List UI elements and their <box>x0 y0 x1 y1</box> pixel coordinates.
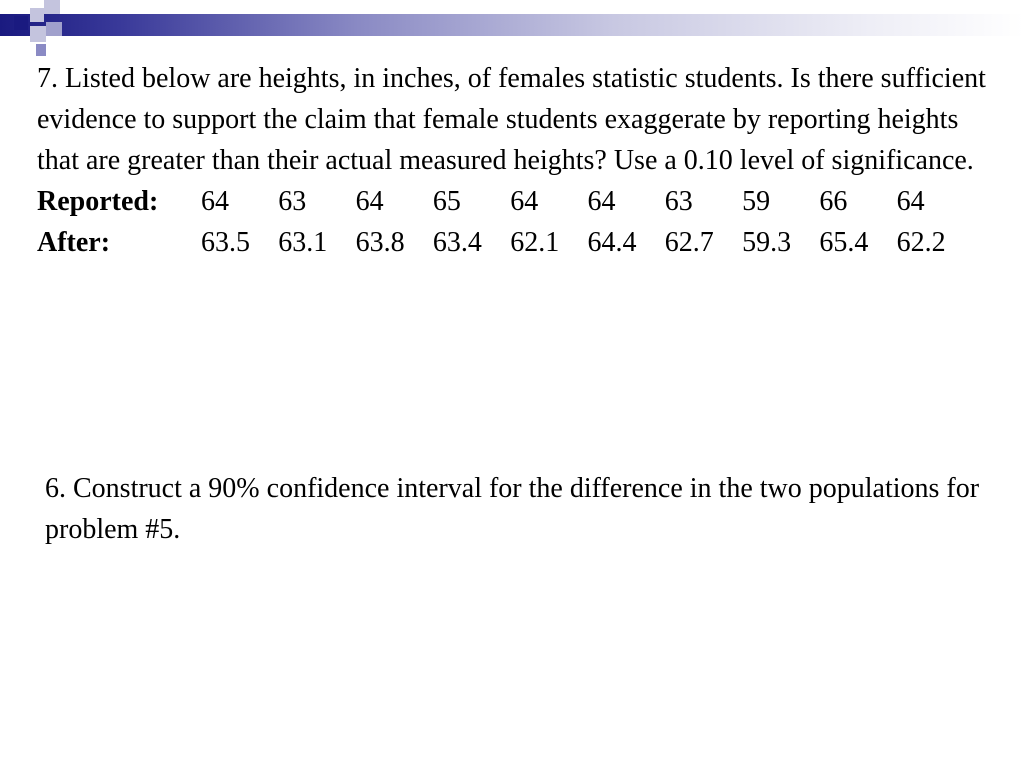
reported-row <box>37 181 1002 222</box>
decorative-square <box>36 44 46 56</box>
problem-6 <box>45 468 995 550</box>
after-value: 59.3 <box>742 227 792 258</box>
after-value: 62.1 <box>510 227 560 258</box>
after-value: 63.8 <box>355 227 405 258</box>
after-row <box>37 222 1002 263</box>
decorative-square <box>46 22 62 36</box>
reported-value: 64 <box>355 186 384 217</box>
header-decoration-band <box>0 14 1024 36</box>
problem-7-text: 7. Listed below are heights, in inches, of females statistic students. Is there sufficient evidence to support the claim that female students exaggerate by reporting heights that are greater than their actual measured heights? Use a 0.10 level of significance. <box>37 63 986 176</box>
reported-value: 64 <box>510 186 539 217</box>
after-value: 63.1 <box>278 227 328 258</box>
reported-value: 64 <box>201 186 229 217</box>
after-value: 64.4 <box>587 227 637 258</box>
after-value: 65.4 <box>819 227 869 258</box>
after-value: 62.7 <box>664 227 714 258</box>
problem-6-text: 6. Construct a 90% confidence interval for the difference in the two populations for problem #5. <box>45 473 980 545</box>
decorative-square <box>44 0 60 14</box>
decorative-square <box>30 8 44 22</box>
after-value: 63.4 <box>432 227 482 258</box>
problem-7 <box>37 58 1002 263</box>
reported-value: 66 <box>819 186 848 217</box>
reported-value: 59 <box>742 186 771 217</box>
after-value: 62.2 <box>896 227 946 258</box>
decorative-square <box>14 16 28 30</box>
after-label: After: <box>37 227 111 258</box>
decorative-square <box>30 26 46 42</box>
reported-value: 65 <box>432 186 461 217</box>
reported-value: 64 <box>896 186 925 217</box>
reported-value: 63 <box>664 186 693 217</box>
reported-value: 63 <box>278 186 307 217</box>
reported-value: 64 <box>587 186 616 217</box>
reported-label: Reported: <box>37 186 159 217</box>
after-value: 63.5 <box>201 227 250 258</box>
